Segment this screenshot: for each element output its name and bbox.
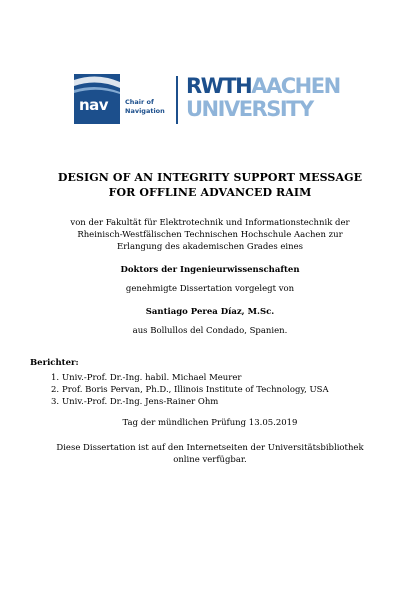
- author-name: Santiago Perea Díaz, M.Sc.: [145, 307, 275, 317]
- chair-line-2: Navigation: [125, 107, 165, 115]
- faculty-line-3: Erlangung des akademischen Grades eines: [116, 242, 303, 252]
- logo-divider: [176, 76, 178, 124]
- online-line-1: Diese Dissertation ist auf den Internetseiten der Universitätsbibliothek: [56, 443, 364, 453]
- chair-line-1: Chair of: [125, 98, 154, 106]
- reviewer-item: [30, 396, 390, 408]
- reviewer-number: 2.: [51, 385, 60, 395]
- reviewer-item: [30, 384, 390, 396]
- rwth-logo-aachen: AACHEN: [251, 74, 340, 98]
- reviewer-name: Univ.-Prof. Dr.-Ing. habil. Michael Meurer: [62, 373, 242, 383]
- title-line-1: DESIGN OF AN INTEGRITY SUPPORT MESSAGE: [57, 171, 363, 184]
- presented-by: genehmigte Dissertation vorgelegt von: [125, 284, 295, 294]
- chair-of-navigation-logo: [74, 74, 165, 124]
- reviewer-number: 1.: [51, 373, 60, 383]
- logo-band: [0, 74, 420, 124]
- faculty-line-1: von der Fakultät für Elektrotechnik und Informationstechnik der: [70, 218, 350, 228]
- degree-name: Doktors der Ingenieurwissenschaften: [120, 265, 300, 275]
- dissertation-title: [30, 170, 390, 200]
- reviewers-list: [30, 372, 390, 408]
- reviewer-item: [30, 372, 390, 384]
- reviewer-name: Univ.-Prof. Dr.-Ing. Jens-Rainer Ohm: [62, 397, 219, 407]
- rwth-logo-bold: RWTH: [186, 74, 252, 98]
- online-line-2: online verfügbar.: [173, 455, 247, 465]
- rwth-logo-line-1: [186, 74, 340, 98]
- reviewer-name: Prof. Boris Pervan, Ph.D., Illinois Institute of Technology, USA: [62, 385, 329, 395]
- author-origin: aus Bollullos del Condado, Spanien.: [132, 326, 288, 336]
- chair-of-navigation-label: [125, 98, 165, 116]
- faculty-line-2: Rheinisch-Westfälischen Technischen Hochschule Aachen zur: [77, 230, 343, 240]
- rwth-aachen-university-logo: [186, 74, 356, 124]
- reviewer-number: 3.: [51, 397, 60, 407]
- rwth-logo-line-2: UNIVERSITY: [186, 97, 313, 121]
- oral-exam-date: Tag der mündlichen Prüfung 13.05.2019: [122, 418, 298, 428]
- nav-wordmark: nav: [79, 96, 109, 114]
- nav-logo-box: [74, 74, 120, 124]
- online-availability: [30, 442, 390, 466]
- title-page-content: [30, 170, 390, 466]
- faculty-statement: [30, 217, 390, 253]
- reviewers-heading: Berichter:: [30, 358, 79, 368]
- title-line-2: FOR OFFLINE ADVANCED RAIM: [108, 186, 312, 199]
